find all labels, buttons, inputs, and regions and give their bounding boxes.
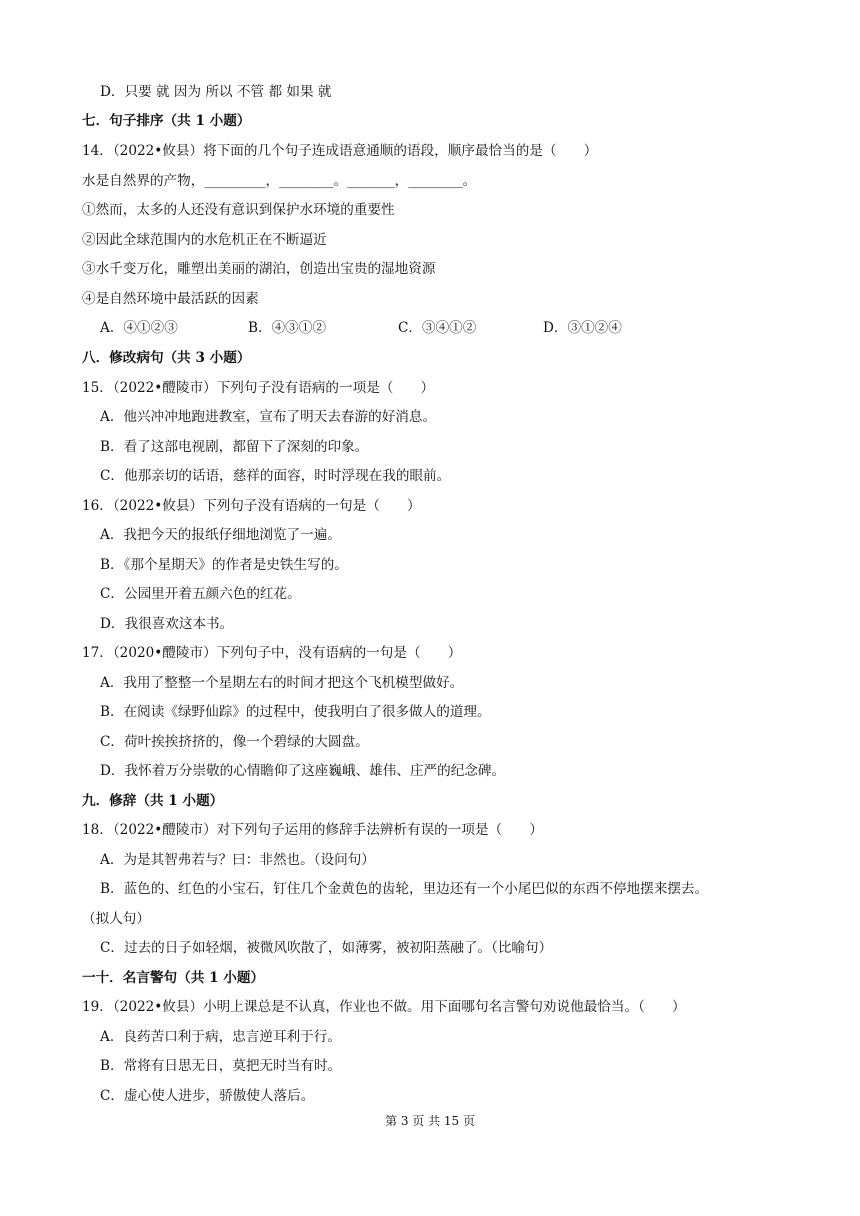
- q17-option-d: D．我怀着万分崇敬的心情瞻仰了这座巍峨、雄伟、庄严的纪念碑。: [100, 763, 506, 779]
- q16-option-a: A．我把今天的报纸仔细地浏览了一遍。: [100, 527, 341, 543]
- q19-stem: 19．（2022•攸县）小明上课总是不认真，作业也不做。用下面哪句名言警句劝说他最恰当。（ ）: [82, 999, 686, 1015]
- q19-option-b: B．常将有日思无日，莫把无时当有时。: [100, 1058, 342, 1074]
- q14-sentence-2: ②因此全球范围内的水危机正在不断逼近: [82, 232, 327, 248]
- q17-option-a: A．我用了整整一个星期左右的时间才把这个飞机模型做好。: [100, 675, 464, 691]
- q18-option-c: C．过去的日子如轻烟，被微风吹散了，如薄雾，被初阳蒸融了。（比喻句）: [100, 940, 553, 956]
- q16-option-d: D．我很喜欢这本书。: [100, 616, 234, 632]
- q18-stem: 18．（2022•醴陵市）对下列句子运用的修辞手法辨析有误的一项是（ ）: [82, 822, 543, 838]
- q14-option-c: C．③④①②: [398, 320, 477, 336]
- q14-option-a: A．④①②③: [100, 320, 178, 336]
- q13-option-d: D．只要 就 因为 所以 不管 都 如果 就: [100, 84, 332, 100]
- q16-stem: 16．（2022•攸县）下列句子没有语病的一句是（ ）: [82, 498, 421, 514]
- q18-option-a: A．为是其智弗若与？曰：非然也。（设问句）: [100, 852, 375, 868]
- section-9-heading: 九．修辞（共 1 小题）: [82, 793, 224, 809]
- section-10-heading: 一十．名言警句（共 1 小题）: [82, 970, 265, 986]
- q15-stem: 15．（2022•醴陵市）下列句子没有语病的一项是（ ）: [82, 380, 435, 396]
- q15-option-c: C．他那亲切的话语，慈祥的面容，时时浮现在我的眼前。: [100, 468, 451, 484]
- q15-option-a: A．他兴冲冲地跑进教室，宣布了明天去春游的好消息。: [100, 409, 437, 425]
- q14-option-d: D．③①②④: [543, 320, 622, 336]
- q17-stem: 17．（2020•醴陵市）下列句子中，没有语病的一句是（ ）: [82, 645, 462, 661]
- q14-option-b: B．④③①②: [248, 320, 326, 336]
- q15-option-b: B．看了这部电视剧，都留下了深刻的印象。: [100, 439, 369, 455]
- q14-passage: 水是自然界的产物，_________，________。_______，________。: [82, 173, 477, 189]
- section-8-heading: 八．修改病句（共 3 小题）: [82, 350, 251, 366]
- page-footer: 第 3 页 共 15 页: [385, 1114, 475, 1128]
- q16-option-c: C．公园里开着五颜六色的红花。: [100, 586, 301, 602]
- q19-option-a: A．良药苦口利于病，忠言逆耳利于行。: [100, 1029, 341, 1045]
- q14-stem: 14．（2022•攸县）将下面的几个句子连成语意通顺的语段，顺序最恰当的是（ ）: [82, 143, 598, 159]
- q18-option-b: B．蓝色的、红色的小宝石，钉住几个金黄色的齿轮，里边还有一个小尾巴似的东西不停地摆来摆去。: [100, 881, 709, 897]
- q14-sentence-1: ①然而，太多的人还没有意识到保护水环境的重要性: [82, 202, 395, 218]
- q17-option-b: B．在阅读《绿野仙踪》的过程中，使我明白了很多做人的道理。: [100, 704, 491, 720]
- q14-sentence-3: ③水千变万化，雕塑出美丽的湖泊，创造出宝贵的湿地资源: [82, 261, 436, 277]
- q16-option-b: B．《那个星期天》的作者是史铁生写的。: [100, 557, 348, 573]
- q17-option-c: C．荷叶挨挨挤挤的，像一个碧绿的大圆盘。: [100, 734, 369, 750]
- q14-sentence-4: ④是自然环境中最活跃的因素: [82, 291, 259, 307]
- q18-option-b-continued: （拟人句）: [82, 911, 150, 927]
- q19-option-c: C．虚心使人进步，骄傲使人落后。: [100, 1088, 315, 1104]
- section-7-heading: 七．句子排序（共 1 小题）: [82, 113, 251, 129]
